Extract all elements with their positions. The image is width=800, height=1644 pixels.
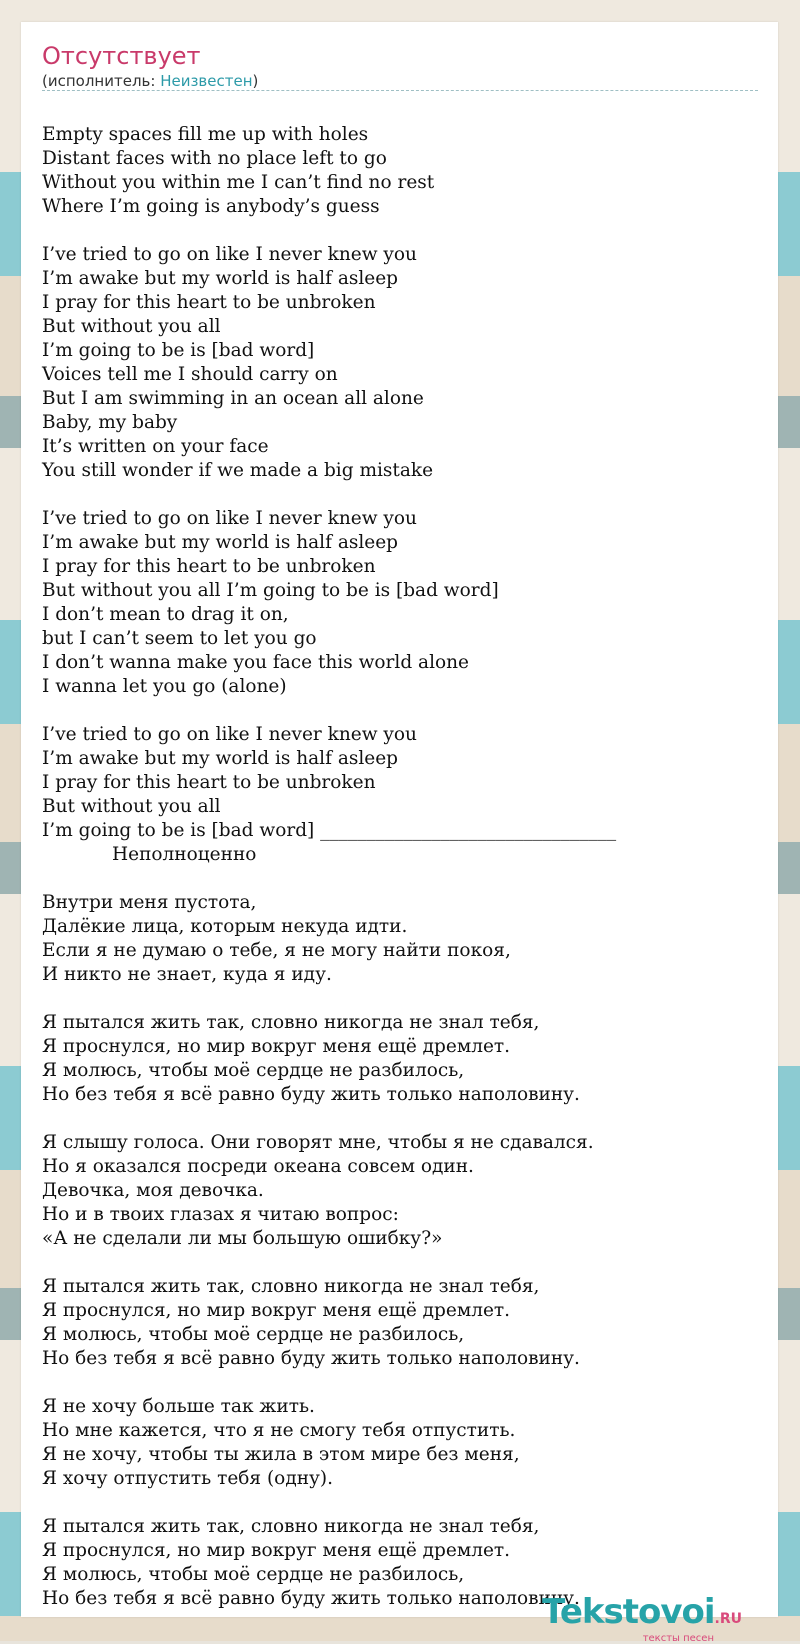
lyric-line: Я проснулся, но мир вокруг меня ещё дремлет. bbox=[42, 1300, 511, 1321]
logo-tagline: тексты песен bbox=[642, 1633, 714, 1644]
lyric-line: Я хочу отпустить тебя (одну). bbox=[42, 1468, 334, 1489]
lyric-line: I’m awake but my world is half asleep bbox=[42, 268, 399, 289]
lyric-line: «А не сделали ли мы большую ошибку?» bbox=[42, 1228, 443, 1249]
lyric-line: I don’t mean to drag it on, bbox=[42, 604, 289, 625]
lyric-line: Я проснулся, но мир вокруг меня ещё дремлет. bbox=[42, 1036, 511, 1057]
lyric-line: But I am swimming in an ocean all alone bbox=[42, 388, 424, 409]
stanza-break bbox=[42, 219, 758, 243]
lyric-line: Without you within me I can’t find no rest bbox=[42, 172, 435, 193]
artist-link[interactable]: Неизвестен bbox=[160, 72, 253, 90]
lyric-line: I’m awake but my world is half asleep bbox=[42, 532, 399, 553]
lyric-line: Baby, my baby bbox=[42, 412, 178, 433]
lyric-line: Но без тебя я всё равно буду жить только наполовину. bbox=[42, 1084, 580, 1105]
stanza-break bbox=[42, 1371, 758, 1395]
lyric-line: Я пытался жить так, словно никогда не знал тебя, bbox=[42, 1276, 540, 1297]
artist-suffix: ) bbox=[252, 72, 259, 90]
lyric-line: Но без тебя я всё равно буду жить только наполовину. bbox=[42, 1348, 580, 1369]
lyric-line: Девочка, моя девочка. bbox=[42, 1180, 264, 1201]
lyric-line: I’m going to be is [bad word] ________________________________ bbox=[42, 820, 617, 841]
lyric-line: Если я не думаю о тебе, я не могу найти покоя, bbox=[42, 940, 511, 961]
stanza-break bbox=[42, 699, 758, 723]
lyrics-text bbox=[42, 123, 758, 1611]
lyric-line: Я пытался жить так, словно никогда не знал тебя, bbox=[42, 1516, 540, 1537]
lyric-line: I don’t wanna make you face this world alone bbox=[42, 652, 469, 673]
lyric-line: I’m going to be is [bad word] bbox=[42, 340, 315, 361]
logo-tld: .RU bbox=[714, 1611, 742, 1627]
lyric-line: I pray for this heart to be unbroken bbox=[42, 556, 376, 577]
lyric-line: I pray for this heart to be unbroken bbox=[42, 772, 376, 793]
stanza-break bbox=[42, 1107, 758, 1131]
site-logo[interactable] bbox=[542, 1592, 742, 1644]
stanza-break bbox=[42, 1491, 758, 1515]
lyric-line: You still wonder if we made a big mistake bbox=[42, 460, 434, 481]
lyric-line: Но я оказался посреди океана совсем один. bbox=[42, 1156, 474, 1177]
song-title: Отсутствует bbox=[42, 42, 201, 70]
title-divider bbox=[42, 90, 758, 91]
lyric-line: Но без тебя я всё равно буду жить только наполовину. bbox=[42, 1588, 580, 1609]
logo-wordmark: Tekstovoi bbox=[542, 1592, 715, 1632]
lyric-line: but I can’t seem to let you go bbox=[42, 628, 317, 649]
lyric-line: Я слышу голоса. Они говорят мне, чтобы я не сдавался. bbox=[42, 1132, 594, 1153]
lyric-line: I’ve tried to go on like I never knew you bbox=[42, 508, 417, 529]
stanza-break bbox=[42, 987, 758, 1011]
lyric-line: Но мне кажется, что я не смогу тебя отпустить. bbox=[42, 1420, 516, 1441]
lyric-line: I pray for this heart to be unbroken bbox=[42, 292, 376, 313]
lyric-line: Далёкие лица, которым некуда идти. bbox=[42, 916, 408, 937]
lyric-line: I’ve tried to go on like I never knew you bbox=[42, 244, 417, 265]
lyric-line: I’ve tried to go on like I never knew you bbox=[42, 724, 417, 745]
lyric-line: Я молюсь, чтобы моё сердце не разбилось, bbox=[42, 1060, 465, 1081]
lyric-line: It’s written on your face bbox=[42, 436, 269, 457]
lyric-line: Внутри меня пустота, bbox=[42, 892, 257, 913]
artist-line bbox=[42, 71, 258, 91]
lyric-line: Я молюсь, чтобы моё сердце не разбилось, bbox=[42, 1564, 465, 1585]
lyric-line: I’m awake but my world is half asleep bbox=[42, 748, 399, 769]
lyric-line: Voices tell me I should carry on bbox=[42, 364, 338, 385]
lyric-line: Я пытался жить так, словно никогда не знал тебя, bbox=[42, 1012, 540, 1033]
stanza-break bbox=[42, 1251, 758, 1275]
lyric-line: But without you all bbox=[42, 796, 221, 817]
lyric-line: But without you all bbox=[42, 316, 221, 337]
stanza-break bbox=[42, 867, 758, 891]
artist-prefix: (исполнитель: bbox=[42, 72, 161, 90]
lyric-line: И никто не знает, куда я иду. bbox=[42, 964, 332, 985]
stanza-break bbox=[42, 483, 758, 507]
lyric-line: Я молюсь, чтобы моё сердце не разбилось, bbox=[42, 1324, 465, 1345]
lyric-line: Неполноценно bbox=[112, 844, 257, 865]
lyric-line: Distant faces with no place left to go bbox=[42, 148, 387, 169]
lyric-line: Empty spaces fill me up with holes bbox=[42, 124, 369, 145]
lyric-line: Where I’m going is anybody’s guess bbox=[42, 196, 380, 217]
lyric-line: Я проснулся, но мир вокруг меня ещё дремлет. bbox=[42, 1540, 511, 1561]
lyrics-card bbox=[21, 22, 778, 1644]
lyric-line: I wanna let you go (alone) bbox=[42, 676, 287, 697]
lyric-line: Но и в твоих глазах я читаю вопрос: bbox=[42, 1204, 399, 1225]
lyric-line: Я не хочу, чтобы ты жила в этом мире без меня, bbox=[42, 1444, 520, 1465]
lyric-line: Я не хочу больше так жить. bbox=[42, 1396, 315, 1417]
lyric-line: But without you all I’m going to be is [bad word] bbox=[42, 580, 499, 601]
